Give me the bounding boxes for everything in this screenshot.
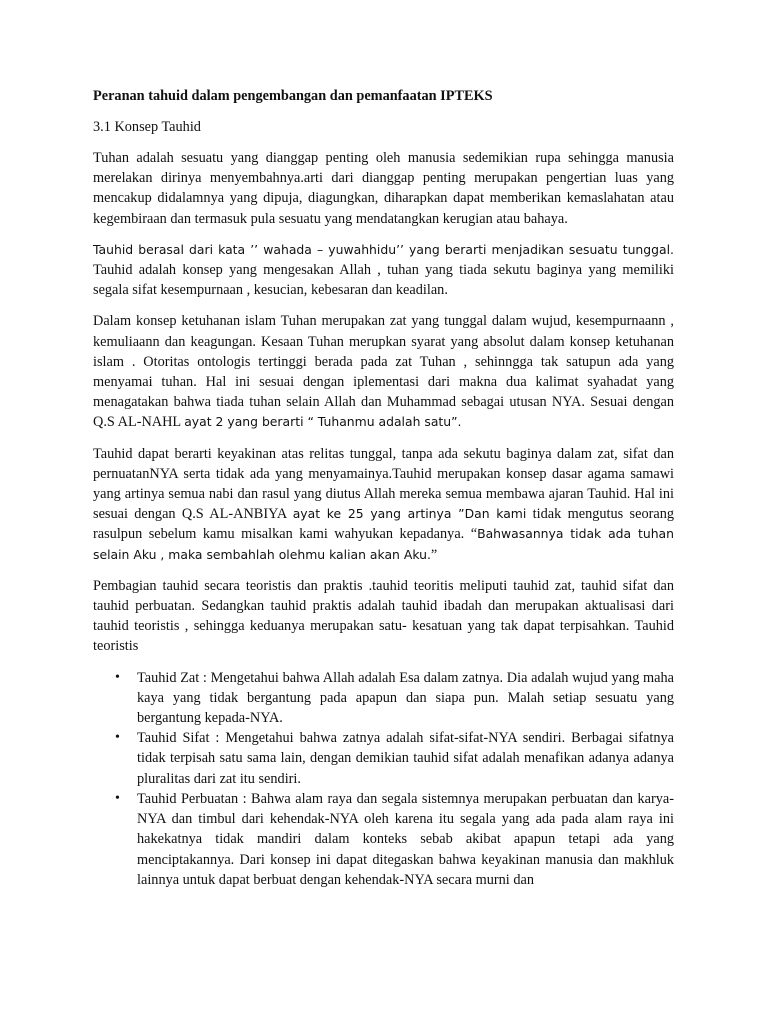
paragraph-3-text: Dalam konsep ketuhanan islam Tuhan merupakan zat yang tunggal dalam wujud, kesempurnaann , kemuliaann dan keagungan. Kesaan Tuhan merupkan syarat yang absolut dalam konsep ketuhanan islam . Otoritas ontologis tertinggi berada pada zat Tuhan , sehinngga tak satupun ada yang menyamai tuhan. Hal ini sesuai dengan iplementasi dari makna dua kalimat syahadat yang menagatakan bahwa tiada tuhan selain Allah dan Muhammad sebagai utusan NYA. Sesuai dengan Q.S AL-NAHL	[93, 313, 674, 431]
paragraph-1: Tuhan adalah sesuatu yang dianggap penting oleh manusia sedemikian rupa sehingga manusia merelakan dirinya menyembahnya.arti dari dianggap penting merupakan pengertian luas yang mencakup didalamnya yang dipuja, diagungkan, diharapkan dapat memberikan kemaslahatan atau kegembiraan dan termasuk pula sesuatu yang mendatangkan kerugian atau bahaya.	[93, 150, 674, 227]
paragraph-3	[93, 311, 674, 432]
paragraph-4-text-2: tidak mengutus seorang rasulpun sebelum kamu misalkan kami wahyukan kepadanya. “	[93, 506, 674, 543]
section-heading: 3.1 Konsep Tauhid	[93, 119, 201, 135]
document-title: Peranan tahuid dalam pengembangan dan pemanfaatan IPTEKS	[93, 88, 493, 104]
paragraph-5: Pembagian tauhid secara teoristis dan praktis .tauhid teoritis meliputi tauhid zat, tauhid sifat dan tauhid perbuatan. Sedangkan tauhid praktis adalah tauhid ibadah dan merupakan aktualisasi dari tauhid teoristis , sehingga keduanya merupakan satu- kesatuan yang tak dapat terpisahkan. Tauhid teoristis	[93, 577, 674, 655]
paragraph-3-sans-text: ayat 2 yang berarti “ Tuhanmu adalah satu”.	[184, 414, 462, 430]
list-item	[93, 668, 674, 729]
paragraph-4-sans-text: ayat ke 25 yang artinya ”Dan kami	[292, 506, 527, 522]
paragraph-4-quote-end: ”	[430, 546, 438, 563]
list-item	[93, 728, 674, 789]
bullet-icon: •	[115, 790, 120, 806]
list-item-text: Tauhid Sifat : Mengetahui bahwa zatnya adalah sifat-sifat-NYA sendiri. Berbagai sifatnya tidak terpisah satu sama lain, dengan demikian tauhid sifat adalah menafikan adanya adanya pluralitas dari zat itu sendiri.	[137, 730, 674, 787]
paragraph-2	[93, 240, 674, 301]
list-item	[93, 789, 674, 890]
paragraph-4-quote: Bahwasannya tidak ada tuhan selain Aku , maka sembahlah olehmu kalian akan Aku.	[93, 526, 675, 562]
list-item-text: Tauhid Zat : Mengetahui bahwa Allah adalah Esa dalam zatnya. Dia adalah wujud yang maha kaya yang tidak bergantung pada apapun dan siapa pun. Malah setiap sesuatu yang bergantung kepada-NYA.	[137, 669, 674, 727]
paragraph-2-text: Tauhid adalah konsep yang mengesakan Allah , tuhan yang tiada sekutu baginya yang memiliki segala sifat kesempurnaan , kesucian, kebesaran dan keadilan.	[93, 262, 674, 299]
paragraph-2-sans-text: Tauhid berasal dari kata ’’ wahada – yuwahhidu’’ yang berarti menjadikan sesuatu tunggal.	[93, 241, 674, 257]
list-item-text: Tauhid Perbuatan : Bahwa alam raya dan segala sistemnya merupakan perbuatan dan karya-NYA dan timbul dari kehendak-NYA oleh karena itu segala yang ada pada alam raya ini hakekatnya tidak mandiri dalam konteks sebab akibat apapun tetapi ada yang menciptakannya. Dari konsep ini dapat ditegaskan bahwa keyakinan manusia dan makhluk lainnya untuk dapat berbuat dengan kehendak-NYA secara murni dan	[137, 790, 674, 888]
bullet-icon: •	[115, 730, 120, 746]
bullet-list	[93, 668, 674, 890]
paragraph-4	[93, 444, 674, 565]
paragraph-4-text: Tauhid dapat berarti keyakinan atas relitas tunggal, tanpa ada sekutu baginya dalam zat, sifat dan pernuatanNYA serta tidak ada yang menyamainya.Tauhid merupakan konsep dasar agama samawi yang artinya semua nabi dan rasul yang diutus Allah mereka semua membawa ajaran Tauhid. Hal ini sesuai dengan Q.S AL-ANBIYA	[93, 445, 674, 523]
bullet-icon: •	[115, 669, 120, 685]
